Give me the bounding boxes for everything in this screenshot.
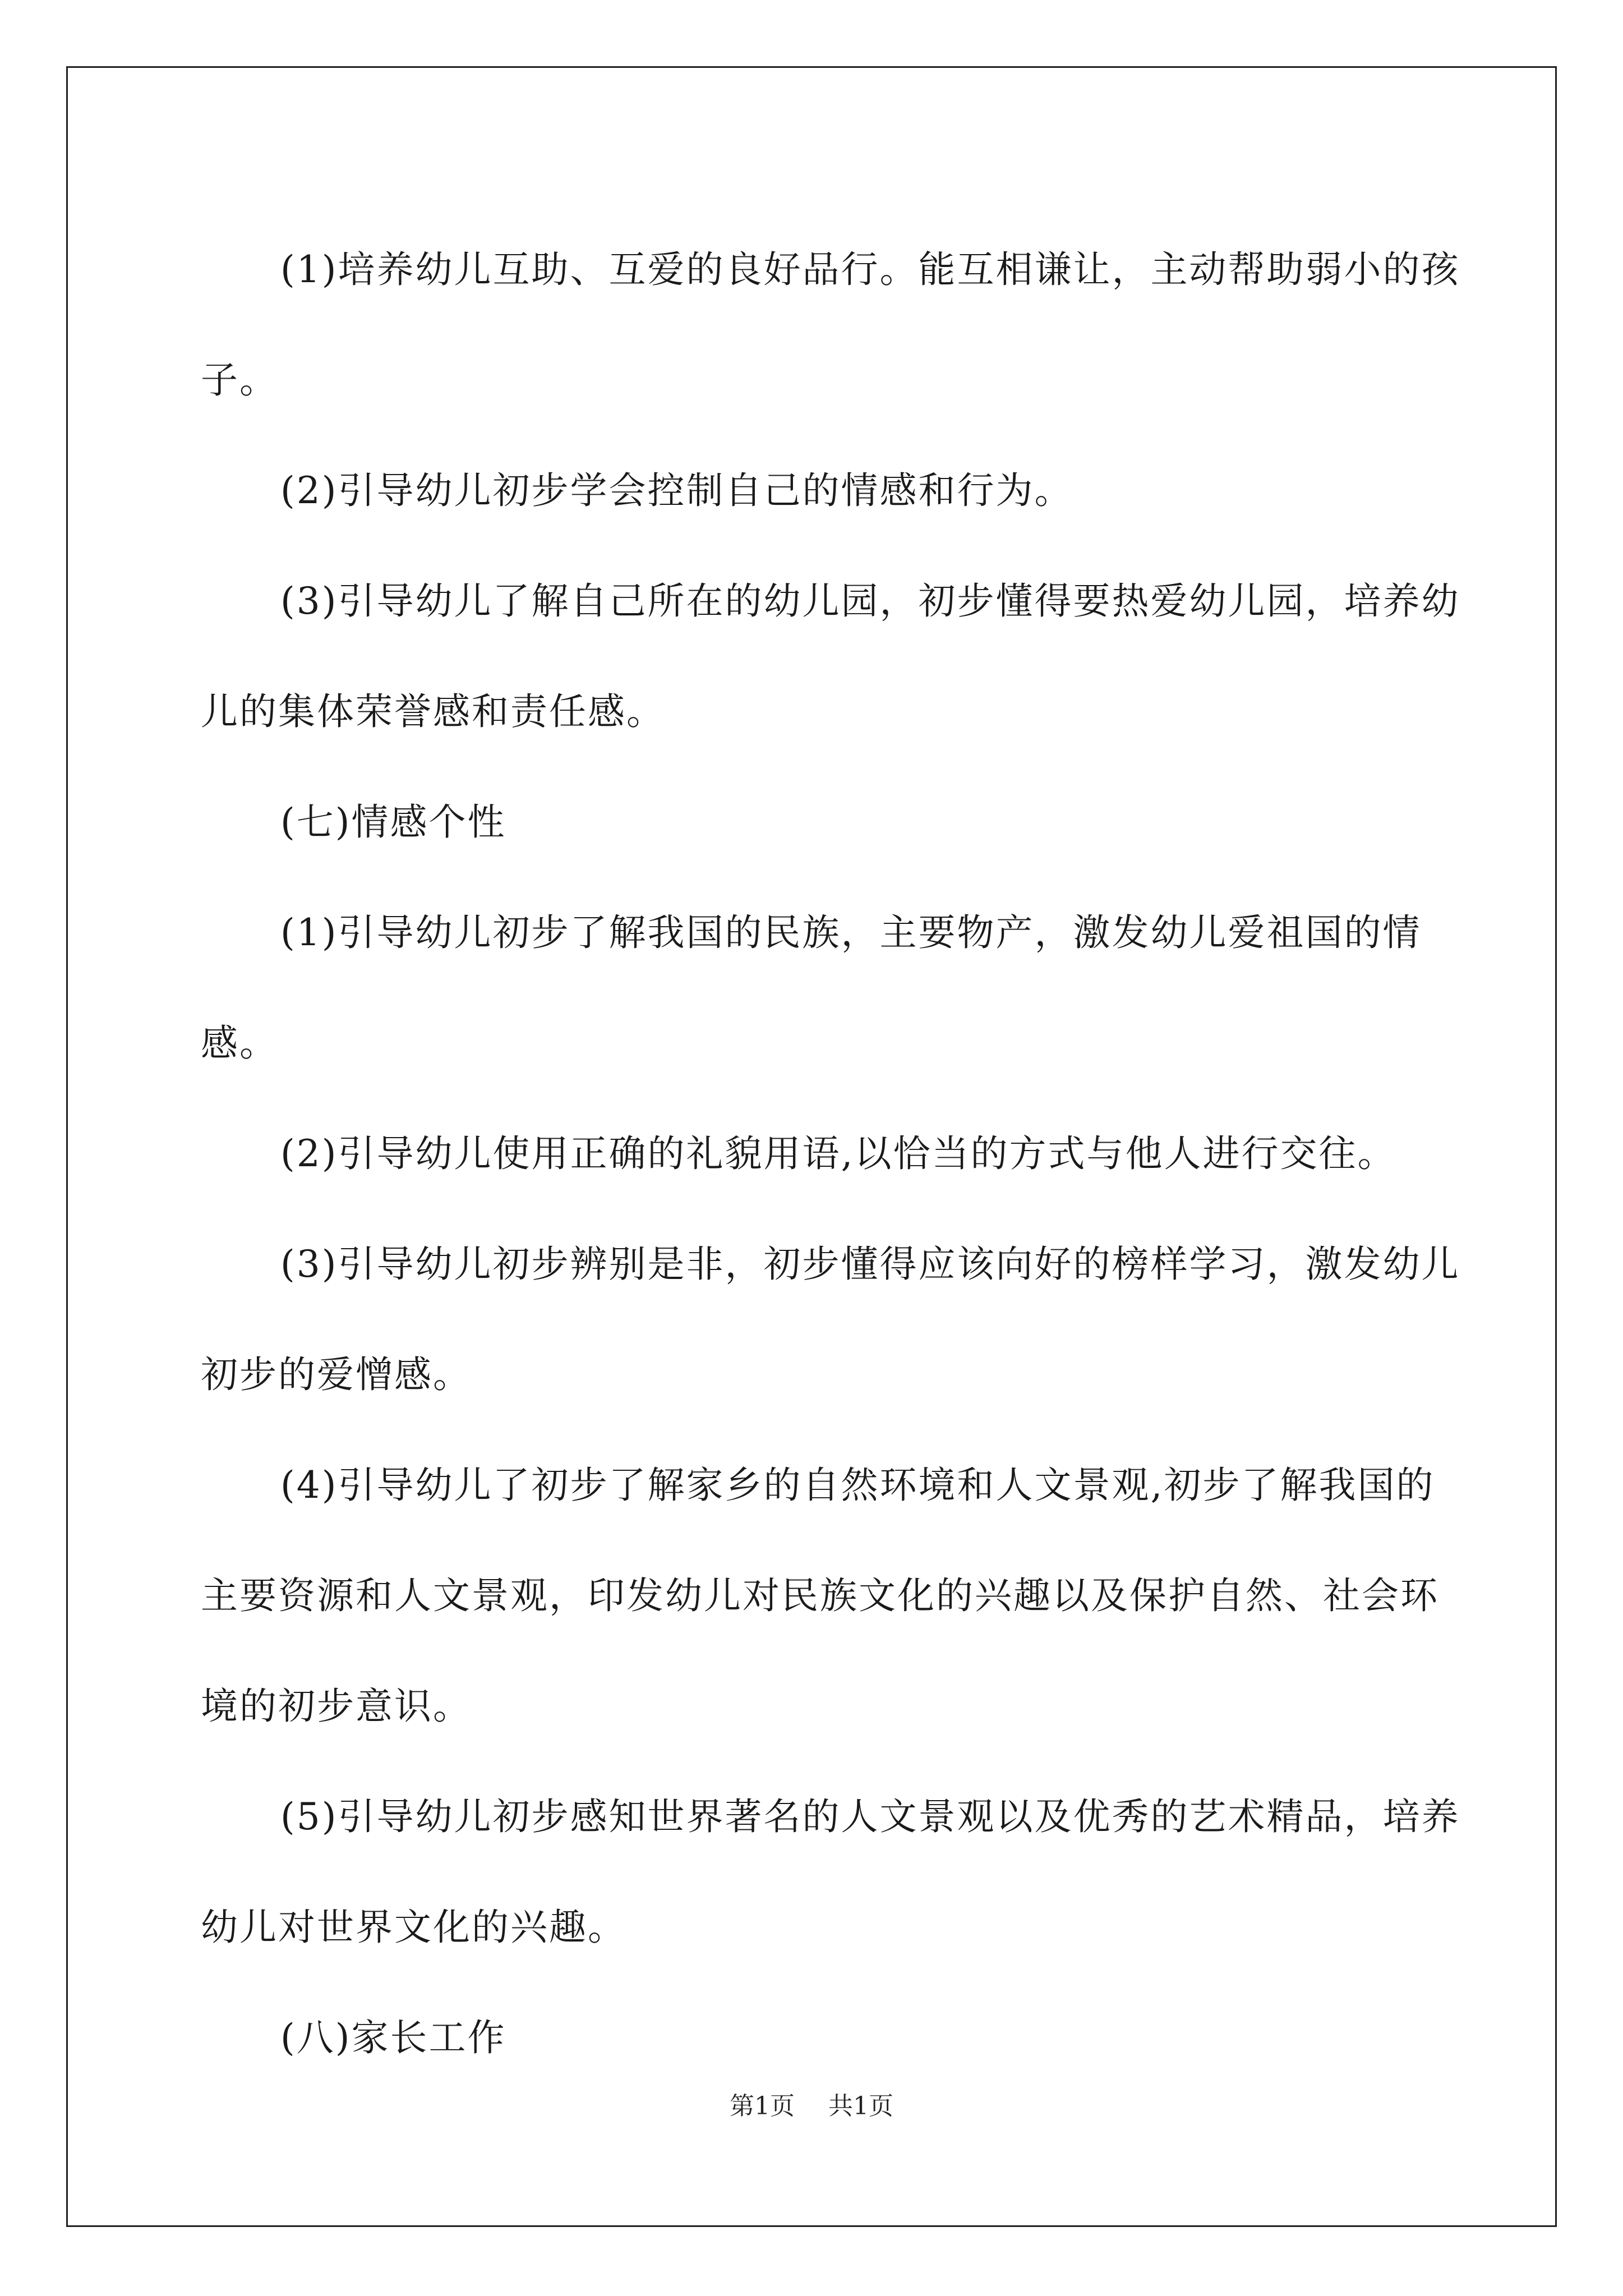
paragraph-5: (1)引导幼儿初步了解我国的民族，主要物产，激发幼儿爱祖国的情感。 (201, 911, 1422, 1065)
page-count: 共1页 (828, 2092, 893, 2120)
paragraph-6: (2)引导幼儿使用正确的礼貌用语,以恰当的方式与他人进行交往。 (280, 1132, 1396, 1175)
paragraph-3: (3)引导幼儿了解自己所在的幼儿园，初步懂得要热爱幼儿园，培养幼儿的集体荣誉感和责任感。 (201, 579, 1460, 733)
paragraph-8: (4)引导幼儿了初步了解家乡的自然环境和人文景观,初步了解我国的主要资源和人文景观，印发幼儿对民族文化的兴趣以及保护自然、社会环境的初步意识。 (201, 1464, 1439, 1728)
page-footer (0, 2086, 1623, 2122)
paragraph-9: (5)引导幼儿初步感知世界著名的人文景观以及优秀的艺术精品，培养幼儿对世界文化的兴趣。 (201, 1795, 1460, 1949)
paragraph-2: (2)引导幼儿初步学会控制自己的情感和行为。 (280, 469, 1073, 512)
section-heading-8: (八)家长工作 (280, 2016, 506, 2059)
section-heading-7: (七)情感个性 (280, 800, 506, 844)
page-number: 第1页 (730, 2092, 795, 2120)
paragraph-1: (1)培养幼儿互助、互爱的良好品行。能互相谦让，主动帮助弱小的孩子。 (201, 248, 1460, 402)
document-body (201, 214, 1463, 2093)
paragraph-7: (3)引导幼儿初步辨别是非，初步懂得应该向好的榜样学习，激发幼儿初步的爱憎感。 (201, 1243, 1460, 1396)
